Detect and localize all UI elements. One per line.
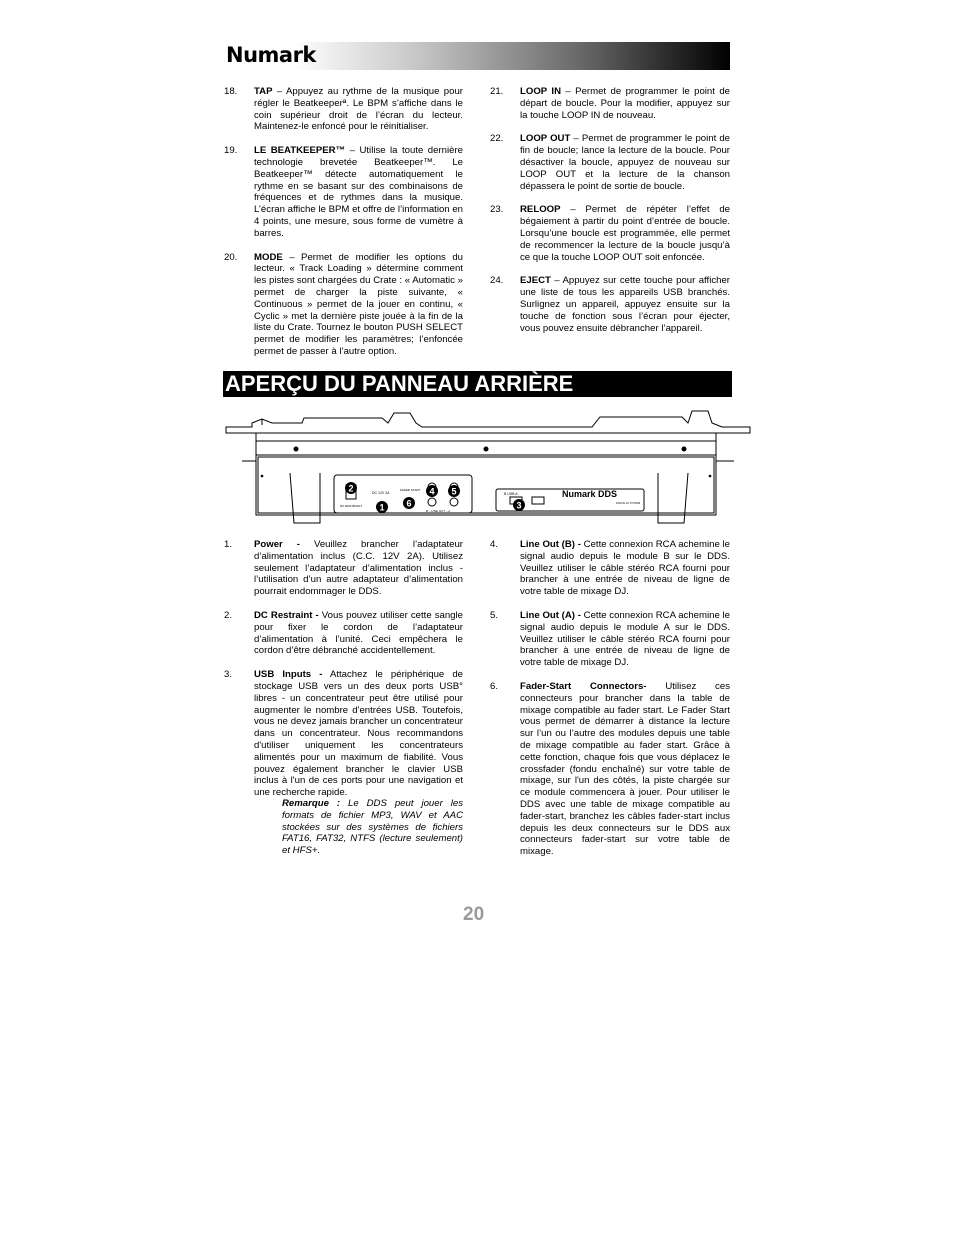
- brand-logo: Numark: [226, 43, 316, 67]
- item-term: MODE: [254, 251, 283, 263]
- list-item: [490, 610, 730, 669]
- item-term: Fader-Start Connectors-: [520, 680, 647, 692]
- usb-label: B USB A: [504, 492, 518, 496]
- item-number: 20.: [224, 251, 238, 263]
- note-label: Remarque :: [282, 798, 341, 809]
- sub-label: DIGITAL DJ SYSTEM: [616, 502, 641, 505]
- item-number: 5.: [490, 609, 499, 621]
- callout-5: 5: [451, 486, 457, 497]
- item-text: Cette connexion RCA achemine le signal audio depuis le module A sur le DDS. Veuillez utiliser le câble stéréo RCA fourni pour brancher à une entrée de niveau de ligne de votre table de mixage DJ.: [520, 609, 730, 669]
- item-term: Line Out (B) -: [520, 539, 581, 550]
- top-right-column: [490, 86, 730, 346]
- list-item: [224, 145, 463, 239]
- item-number: 1.: [224, 539, 233, 550]
- item-number: 2.: [224, 609, 233, 621]
- item-text: – Permet de programmer le point de fin de boucle; lance la lecture de la boucle. Pour désactiver la boucle, appuyez de nouveau sur LOOP OUT et la lecture de la chanson dépassera le point de sortie de boucle.: [520, 133, 730, 192]
- rear-panel-diagram: [222, 405, 754, 525]
- item-text: – Appuyez au rythme de la musique pour régler le Beatkeeperª. Le BPM s’affiche dans le coin supérieur droit de l’écran du lecteur. Maintenez-le enfoncé pour le réinitialiser.: [254, 86, 463, 133]
- page-number: 20: [463, 904, 485, 925]
- item-text: Attachez le périphérique de stockage USB vers un des deux ports USB° libres - un concentrateur peut être utilisé pour augmenter le nombre d'entrées USB. Toutefois, vous ne devez jamais brancher un concentrateur dans un concentrateur. Nous recommandons d'utiliser uniquement les concentrateurs alimentés pour un maximum de fiabilité. Vous pouvez également brancher le clavier USB inclus à l'un de ces ports pour une navigation et une recherche rapide.: [254, 669, 463, 799]
- list-item: [490, 539, 730, 598]
- item-text: – Permet de modifier les options du lecteur. « Track Loading » détermine comment les pistes sont chargées du Crate : « Automatic » permet de charger la piste suivante, « Continuous » permet de la jouer en continu, « Cyclic » met la dernière piste jouée à la fin de la liste du Crate. Tournez le bouton PUSH SELECT permet de modifier les paramètres; l’enfoncée permet de passer à l’autre option.: [254, 251, 463, 357]
- bottom-right-column: [490, 539, 730, 870]
- bottom-left-column: [224, 539, 463, 811]
- list-item: [490, 681, 730, 858]
- fader-label: FADER START: [400, 488, 421, 492]
- item-term: RELOOP: [520, 204, 561, 216]
- note-text: Le DDS peut jouer les formats de fichier MP3, WAV et AAC stockées sur des systèmes de fichiers FAT16, FAT32, NTFS (lecture seulement) et HFS+.: [282, 798, 463, 857]
- item-text: Utilisez ces connecteurs pour brancher dans la table de mixage compatible au fader start. Le Fader Start vous permet de démarrer à distance la lecture sur l’un ou l’autre des modules depuis une table de mixage compatible au fader start. Grâce à cette fonction, chaque fois que vous déplacez le crossfader (fondu enchaîné) sur votre table de mixage, sur l'un des côtés, la piste chargée sur ce module commencera à jouer. Pour utiliser le DDS avec une table de mixage compatible au fader-start, branchez les câbles fader-start inclus depuis les deux connecteurs sur le DDS aux connecteurs fader-start sur votre table de mixage.: [520, 680, 730, 858]
- item-number: 4.: [490, 539, 499, 550]
- item-text: Cette connexion RCA achemine le signal audio depuis le module B sur le DDS. Veuillez utiliser le câble stéréo RCA fourni pour brancher à une entrée de niveau de ligne de votre table de mixage DJ.: [520, 539, 730, 598]
- callout-1: 1: [379, 502, 385, 513]
- list-item: [224, 669, 463, 799]
- callout-2: 2: [348, 483, 354, 494]
- item-text: Vous pouvez utiliser cette sangle pour fixer le cordon de l’adaptateur d’alimentation à l’unité. Ceci empêchera le cordon d’être débranché accidentellement.: [254, 609, 463, 657]
- item-number: 18.: [224, 86, 238, 97]
- top-left-column: [224, 86, 463, 370]
- item-term: TAP: [254, 86, 273, 97]
- item-term: LOOP IN: [520, 86, 562, 97]
- item-text: – Utilise la toute dernière technologie brevetée Beatkeeper™. Le Beatkeeper™ détecte automatiquement le rythme en se basant sur des combinaisons de fréquences et de rythmes dans la musique. L’écran affiche le BPM et offre de l’information en 4 points, une mesure, sous forme de vumètre à barres.: [254, 145, 463, 239]
- item-number: 19.: [224, 145, 238, 157]
- item-text: – Appuyez sur cette touche pour afficher une liste de tous les appareils USB branchés. Surlignez un appareil, appuyez ensuite sur la touche de fonction sous l’écran pour éjecter, vous pouvez ensuite débrancher l’appareil.: [520, 275, 730, 334]
- item-text: – Permet de programmer le point de départ de boucle. Pour la modifier, appuyez sur la touche LOOP IN de nouveau.: [520, 86, 730, 121]
- list-item: [490, 204, 730, 263]
- list-item: [224, 610, 463, 657]
- callout-3: 3: [516, 500, 522, 511]
- item-term: Line Out (A) -: [520, 609, 581, 621]
- item-number: 6.: [490, 680, 499, 692]
- note: [282, 798, 463, 857]
- power-label: DC 12V 2A: [372, 491, 390, 495]
- item-term: LOOP OUT: [520, 133, 571, 145]
- item-term: DC Restraint -: [254, 609, 319, 621]
- item-term: Power -: [254, 539, 300, 550]
- item-text: Veuillez brancher l’adaptateur d’alimentation inclus (C.C. 12V 2A). Utilisez seulement l’adaptateur d’alimentation inclus - l’utilisation d’un autre adaptateur d’alimentation pourrait endommager le DDS.: [254, 539, 463, 598]
- list-item: [224, 539, 463, 598]
- item-number: 22.: [490, 133, 504, 145]
- callout-6: 6: [406, 498, 412, 509]
- item-term: LE BEATKEEPER™: [254, 145, 346, 157]
- callout-4: 4: [429, 486, 435, 497]
- item-term: EJECT: [520, 275, 551, 287]
- item-number: 23.: [490, 204, 504, 216]
- header-bar: [222, 42, 730, 70]
- item-number: 21.: [490, 86, 504, 97]
- restraint-label: DC RESTRAINT: [340, 504, 363, 508]
- section-title: APERÇU DU PANNEAU ARRIÈRE: [223, 371, 732, 397]
- list-item: [490, 275, 730, 334]
- item-number: 3.: [224, 669, 233, 681]
- lineout-label: B – LINE OUT – A: [426, 509, 451, 513]
- list-item: [490, 86, 730, 121]
- list-item: [224, 252, 463, 358]
- list-item: [490, 133, 730, 192]
- item-number: 24.: [490, 275, 504, 287]
- item-text: – Permet de répéter l’effet de bégaiement à partir du point d’entrée de boucle. Lorsqu’une boucle est programmée, elle permet de recommencer la lecture de la boucle jusqu’à ce que la touche LOOP OUT soit enfoncée.: [520, 204, 730, 263]
- item-term: USB Inputs -: [254, 669, 323, 681]
- list-item: [224, 86, 463, 133]
- brand-label: Numark DDS: [562, 489, 618, 499]
